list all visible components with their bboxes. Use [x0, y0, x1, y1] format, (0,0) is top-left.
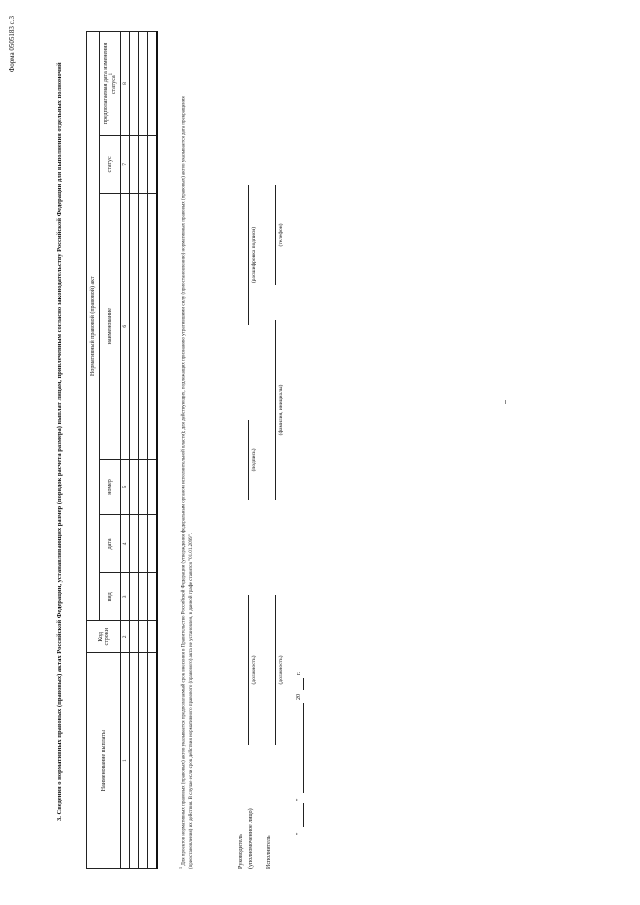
executor-phone-caption: (телефон): [278, 223, 284, 247]
table-row: [139, 32, 148, 869]
header-number: номер: [100, 459, 121, 515]
executor-phone-line: [275, 185, 276, 285]
scan-mark: [505, 400, 506, 404]
section-title: 3. Сведения о нормативных правовых (правовых) актах Российской Федерации, устанавливающих размер (порядок расчета размера) выплат лицам, привлеченным согласно законодательству Российской Федерации для выполнения отдельных полномочий: [56, 62, 63, 821]
table-row: [130, 32, 139, 869]
header-row-1: [87, 32, 100, 869]
col-number: 6: [121, 193, 130, 459]
header-status-date: предполагаемая дата изменения статуса$^1$: [100, 32, 121, 136]
date-year-line: [303, 678, 304, 690]
executor-name-caption: (фамилия, инициалы): [278, 384, 284, 436]
head-position-line: [248, 595, 249, 745]
executor-label: Исполнитель: [266, 835, 272, 869]
head-label-sub: (уполномоченное лицо): [248, 808, 254, 869]
head-position-caption: (должность): [251, 655, 257, 685]
col-number: 2: [121, 621, 130, 653]
col-number: 5: [121, 459, 130, 515]
head-label: Руководитель: [238, 834, 244, 869]
header-act-name: наименование: [100, 193, 121, 459]
col-number: 7: [121, 135, 130, 193]
header-line-code: Код строки: [87, 621, 121, 653]
acts-table: [86, 31, 158, 869]
head-decoding-caption: (расшифровка подписи): [251, 226, 257, 284]
col-number: 1: [121, 653, 130, 869]
head-signature-caption: (подпись): [251, 448, 257, 472]
head-signature-line: [248, 420, 249, 500]
date-quote-open: ": [296, 832, 302, 835]
col-number: 4: [121, 515, 130, 573]
executor-position-line: [275, 595, 276, 745]
executor-name-line: [275, 320, 276, 500]
form-code: Форма 0505183 с.3: [8, 16, 16, 73]
executor-position-caption: (должность): [278, 655, 284, 685]
date-day-line: [303, 803, 304, 827]
date-century: 20: [296, 694, 302, 700]
date-suffix: г.: [296, 671, 302, 675]
head-decoding-line: [248, 185, 249, 325]
column-numbers-row: [121, 32, 130, 869]
date-month-line: [303, 703, 304, 793]
header-status: статус: [100, 135, 121, 193]
col-number: 3: [121, 573, 130, 621]
header-act-group: Нормативный правовой (правовой) акт: [87, 32, 100, 621]
col-number: 8: [121, 32, 130, 136]
header-payment-name: Наименование выплаты: [87, 653, 121, 869]
footnote: $^1$ Для проектов нормативных правовых (правовых) актов указывается предполагаемый срок внесения в Правительство Российской Федерации (утверждения федеральным органом исполнительной власти); для действующих, подлежащих признанию утратившими силу (приостановлению) нормативных правовых (правовых) актов указывается дата прекращения (приостановления) их действия. В случае если срок действия нормативного правового (правового) акта не установлен, в данной графе ставится "01.01.2099".: [178, 96, 194, 869]
date-quote-close: ": [296, 798, 302, 801]
header-date: дата: [100, 515, 121, 573]
header-vid: вид: [100, 573, 121, 621]
table-row: [148, 32, 158, 869]
